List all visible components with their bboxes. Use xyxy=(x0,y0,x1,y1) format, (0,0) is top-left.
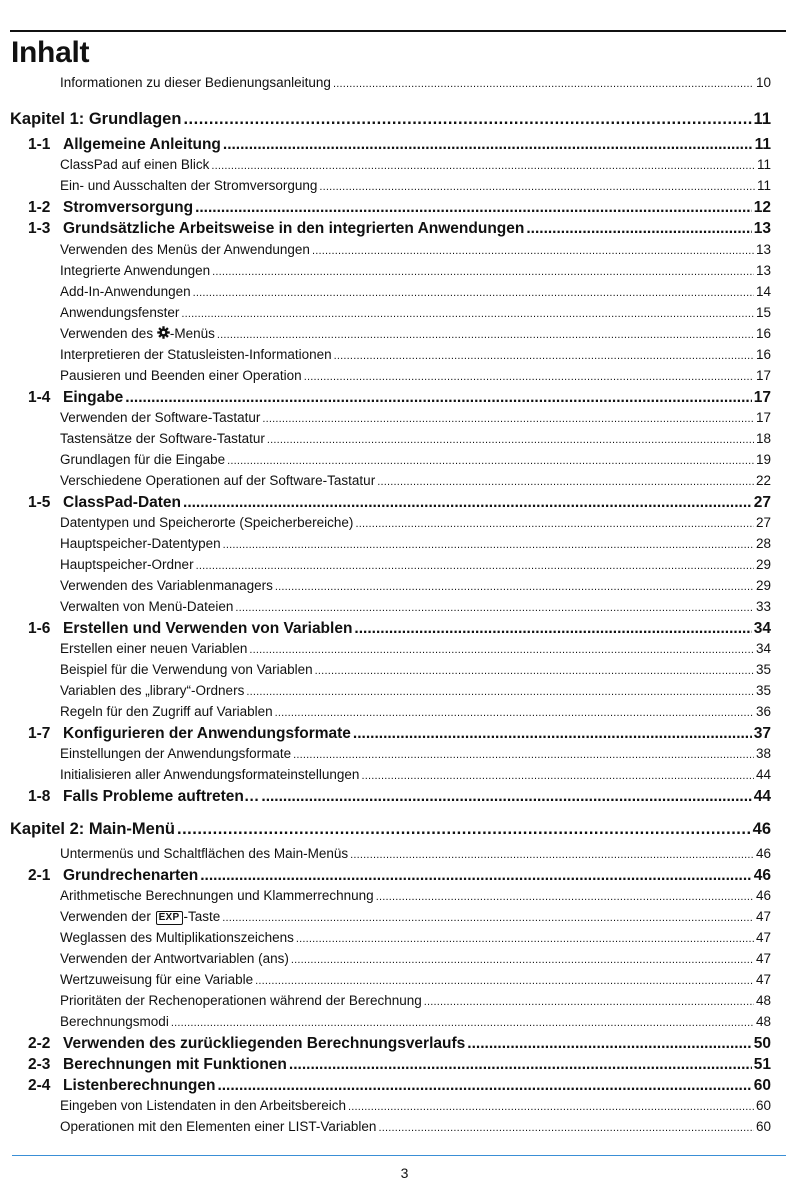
dot-leader xyxy=(235,602,754,614)
page-ref: 47 xyxy=(755,909,771,924)
page-ref: 60 xyxy=(755,1119,771,1134)
toc-entry xyxy=(60,263,771,278)
dot-leader xyxy=(193,287,754,299)
page-ref: 48 xyxy=(755,993,771,1008)
page-ref: 44 xyxy=(755,767,771,782)
page-ref: 35 xyxy=(755,683,771,698)
dot-leader xyxy=(275,707,754,719)
page-ref: 48 xyxy=(755,1014,771,1029)
toc-entry xyxy=(60,515,771,530)
entry-label xyxy=(60,326,215,341)
dot-leader xyxy=(249,644,754,656)
dot-leader xyxy=(334,350,754,362)
toc-section xyxy=(28,1077,771,1095)
dot-leader xyxy=(183,110,751,129)
section-number: 1-8 xyxy=(28,788,51,805)
toc-section xyxy=(28,220,771,238)
toc-entry xyxy=(60,242,771,257)
page-ref: 13 xyxy=(755,242,771,257)
dot-leader xyxy=(217,329,754,341)
page-ref: 17 xyxy=(755,410,771,425)
entry-label: Falls Probleme auftreten… xyxy=(63,788,260,805)
toc-entry xyxy=(60,473,771,488)
dot-leader xyxy=(222,912,754,924)
dot-leader xyxy=(217,1077,751,1095)
toc-entry xyxy=(60,846,771,861)
toc-entry xyxy=(60,1098,771,1113)
dot-leader xyxy=(195,199,752,217)
page-ref: 60 xyxy=(755,1098,771,1113)
toc-entry xyxy=(60,930,771,945)
dot-leader xyxy=(183,494,752,512)
toc-entry xyxy=(60,993,771,1008)
dot-leader xyxy=(223,539,754,551)
toc-entry xyxy=(60,578,771,593)
dot-leader xyxy=(354,620,751,638)
entry-label: Einstellungen der Anwendungsformate xyxy=(60,746,292,761)
toc-section xyxy=(28,1056,771,1074)
toc-entry xyxy=(60,767,771,782)
dot-leader xyxy=(196,560,754,572)
toc-entry xyxy=(60,75,771,90)
dot-leader xyxy=(293,749,754,761)
page-ref: 27 xyxy=(755,515,771,530)
page-ref: 11 xyxy=(753,110,771,128)
toc-section xyxy=(28,199,771,217)
toc-entry xyxy=(60,746,771,761)
entry-label: Integrierte Anwendungen xyxy=(60,263,211,278)
toc-entry xyxy=(60,972,771,987)
toc-entry xyxy=(60,368,771,383)
section-number: 2-3 xyxy=(28,1056,51,1073)
toc-entry xyxy=(60,641,771,656)
dot-leader xyxy=(467,1035,751,1053)
page-ref: 10 xyxy=(755,75,771,90)
dot-leader xyxy=(350,849,754,861)
toc-entry xyxy=(60,888,771,903)
entry-label-part: Verwenden des xyxy=(60,326,157,341)
entry-label: Informationen zu dieser Bedienungsanleitung xyxy=(60,75,331,90)
page-ref: 18 xyxy=(755,431,771,446)
entry-label: Hauptspeicher-Datentypen xyxy=(60,536,221,551)
page-ref: 29 xyxy=(755,557,771,572)
entry-label: Anwendungsfenster xyxy=(60,305,180,320)
toc-chapter xyxy=(10,820,771,839)
entry-label: Hauptspeicher-Ordner xyxy=(60,557,194,572)
gear-icon xyxy=(157,326,170,339)
entry-label: Tastensätze der Software-Tastatur xyxy=(60,431,265,446)
entry-label: ClassPad-Daten xyxy=(63,494,182,511)
section-number: 1-4 xyxy=(28,389,51,406)
entry-label: Stromversorgung xyxy=(63,199,194,216)
toc-entry xyxy=(60,305,771,320)
page-ref: 47 xyxy=(755,930,771,945)
dot-leader xyxy=(348,1101,754,1113)
toc-section xyxy=(28,389,771,407)
dot-leader xyxy=(333,78,754,90)
entry-label: Listenberechnungen xyxy=(63,1077,216,1094)
toc-entry xyxy=(60,452,771,467)
section-number: 1-6 xyxy=(28,620,51,637)
dot-leader xyxy=(125,389,751,407)
entry-label: Interpretieren der Statusleisten-Informationen xyxy=(60,347,332,362)
page-ref: 46 xyxy=(755,846,771,861)
toc-entry xyxy=(60,599,771,614)
entry-label: Operationen mit den Elementen einer LIST-Variablen xyxy=(60,1119,377,1134)
dot-leader xyxy=(246,686,754,698)
page-ref: 38 xyxy=(755,746,771,761)
toc-entry xyxy=(60,683,771,698)
page-ref: 11 xyxy=(754,136,771,153)
page-ref: 33 xyxy=(755,599,771,614)
toc-section xyxy=(28,867,771,885)
dot-leader xyxy=(296,933,754,945)
entry-label: Untermenüs und Schaltflächen des Main-Menüs xyxy=(60,846,349,861)
toc-section xyxy=(28,620,771,638)
toc-entry xyxy=(60,951,771,966)
toc-section xyxy=(28,136,771,154)
section-number: 1-3 xyxy=(28,220,51,237)
page-ref: 46 xyxy=(753,867,771,884)
entry-label: Weglassen des Multiplikationszeichens xyxy=(60,930,294,945)
page-ref: 60 xyxy=(753,1077,771,1094)
section-number: 2-4 xyxy=(28,1077,51,1094)
dot-leader xyxy=(315,665,754,677)
section-number: 2-1 xyxy=(28,867,51,884)
toc-entry xyxy=(60,284,771,299)
page-ref: 19 xyxy=(755,452,771,467)
entry-label: Grundrechenarten xyxy=(63,867,199,884)
entry-label: Verwenden der Antwortvariablen (ans) xyxy=(60,951,289,966)
dot-leader xyxy=(261,788,751,806)
entry-label: Grundsätzliche Arbeitsweise in den integrierten Anwendungen xyxy=(63,220,525,237)
page-ref: 44 xyxy=(753,788,771,805)
entry-label: Berechnungen mit Funktionen xyxy=(63,1056,287,1073)
page-ref: 11 xyxy=(756,157,771,172)
page-ref: 34 xyxy=(755,641,771,656)
page-ref: 12 xyxy=(753,199,771,216)
entry-label: Ein- und Ausschalten der Stromversorgung xyxy=(60,178,318,193)
dot-leader xyxy=(275,581,754,593)
entry-label: Erstellen und Verwenden von Variablen xyxy=(63,620,353,637)
entry-label: Eingeben von Listendaten in den Arbeitsbereich xyxy=(60,1098,346,1113)
dot-leader xyxy=(304,371,754,383)
toc-section xyxy=(28,1035,771,1053)
page-ref: 50 xyxy=(753,1035,771,1052)
page-ref: 16 xyxy=(755,326,771,341)
toc-entry xyxy=(60,909,771,925)
entry-label: Pausieren und Beenden einer Operation xyxy=(60,368,302,383)
entry-label: Prioritäten der Rechenoperationen während der Berechnung xyxy=(60,993,422,1008)
dot-leader xyxy=(289,1056,752,1074)
entry-label: Add-In-Anwendungen xyxy=(60,284,191,299)
page-ref: 22 xyxy=(755,473,771,488)
toc-entry xyxy=(60,410,771,425)
dot-leader xyxy=(319,181,755,193)
toc-section xyxy=(28,494,771,512)
page-ref: 16 xyxy=(755,347,771,362)
entry-label: Grundlagen für die Eingabe xyxy=(60,452,226,467)
dot-leader xyxy=(262,413,754,425)
dot-leader xyxy=(267,434,754,446)
section-number: 1-2 xyxy=(28,199,51,216)
page-title: Inhalt xyxy=(11,36,90,69)
toc-entry xyxy=(60,662,771,677)
entry-label: Arithmetische Berechnungen und Klammerrechnung xyxy=(60,888,374,903)
page-ref: 46 xyxy=(755,888,771,903)
toc-entry xyxy=(60,1014,771,1029)
toc-section xyxy=(28,725,771,743)
entry-label: Kapitel 1: Grundlagen xyxy=(10,110,182,128)
entry-label: Erstellen einer neuen Variablen xyxy=(60,641,248,656)
toc-entry xyxy=(60,704,771,719)
entry-label: Beispiel für die Verwendung von Variablen xyxy=(60,662,313,677)
dot-leader xyxy=(376,891,754,903)
entry-label: Konfigurieren der Anwendungsformate xyxy=(63,725,351,742)
page-ref: 29 xyxy=(755,578,771,593)
toc-entry xyxy=(60,536,771,551)
page-ref: 17 xyxy=(755,368,771,383)
toc-entry xyxy=(60,557,771,572)
section-number: 1-5 xyxy=(28,494,51,511)
entry-label: Kapitel 2: Main-Menü xyxy=(10,820,176,838)
entry-label: Variablen des „library“-Ordners xyxy=(60,683,245,698)
entry-label: Verwenden des zurückliegenden Berechnungsverlaufs xyxy=(63,1035,466,1052)
entry-label-part: Verwenden der xyxy=(60,909,155,924)
entry-label: Initialisieren aller Anwendungsformateinstellungen xyxy=(60,767,360,782)
entry-label: Verwenden der Software-Tastatur xyxy=(60,410,261,425)
toc-entry xyxy=(60,157,771,172)
dot-leader xyxy=(378,1122,754,1134)
dot-leader xyxy=(223,136,753,154)
page-ref: 37 xyxy=(753,725,771,742)
dot-leader xyxy=(255,975,754,987)
dot-leader xyxy=(181,308,754,320)
section-number: 1-7 xyxy=(28,725,51,742)
dot-leader xyxy=(526,220,751,238)
dot-leader xyxy=(424,996,754,1008)
page-ref: 28 xyxy=(755,536,771,551)
dot-leader xyxy=(377,476,754,488)
page-ref: 15 xyxy=(755,305,771,320)
page-ref: 14 xyxy=(755,284,771,299)
toc-entry xyxy=(60,347,771,362)
dot-leader xyxy=(312,245,754,257)
exp-key-icon: EXP xyxy=(156,911,183,925)
bottom-rule xyxy=(12,1155,786,1156)
page-ref: 17 xyxy=(753,389,771,406)
toc-entry xyxy=(60,431,771,446)
entry-label: Eingabe xyxy=(63,389,124,406)
page-ref: 36 xyxy=(755,704,771,719)
page-ref: 13 xyxy=(755,263,771,278)
toc-section xyxy=(28,788,771,806)
page-ref: 11 xyxy=(756,178,771,193)
entry-label: Datentypen und Speicherorte (Speicherbereiche) xyxy=(60,515,354,530)
dot-leader xyxy=(171,1017,754,1029)
entry-label: Verwenden des Menüs der Anwendungen xyxy=(60,242,310,257)
page-ref: 51 xyxy=(753,1056,771,1073)
dot-leader xyxy=(200,867,752,885)
toc-entry xyxy=(60,326,771,341)
page-number: 3 xyxy=(400,1165,409,1181)
entry-label: Allgemeine Anleitung xyxy=(63,136,221,153)
page-ref: 34 xyxy=(753,620,771,637)
page-ref: 47 xyxy=(755,972,771,987)
dot-leader xyxy=(353,725,752,743)
dot-leader xyxy=(361,770,754,782)
section-number: 1-1 xyxy=(28,136,51,153)
page-ref: 47 xyxy=(755,951,771,966)
entry-label: ClassPad auf einen Blick xyxy=(60,157,210,172)
entry-label: Verschiedene Operationen auf der Software-Tastatur xyxy=(60,473,376,488)
entry-label xyxy=(60,909,220,925)
toc-entry xyxy=(60,1119,771,1134)
page-ref: 35 xyxy=(755,662,771,677)
entry-label: Regeln für den Zugriff auf Variablen xyxy=(60,704,273,719)
dot-leader xyxy=(212,266,754,278)
page-ref: 27 xyxy=(753,494,771,511)
entry-label-part: -Taste xyxy=(183,909,221,924)
page-ref: 46 xyxy=(752,820,771,838)
entry-label: Berechnungsmodi xyxy=(60,1014,169,1029)
dot-leader xyxy=(291,954,754,966)
toc-entry xyxy=(60,178,771,193)
page-ref: 13 xyxy=(753,220,771,237)
entry-label-part: -Menüs xyxy=(169,326,215,341)
toc-chapter xyxy=(10,110,771,129)
dot-leader xyxy=(177,820,751,839)
dot-leader xyxy=(211,160,755,172)
dot-leader xyxy=(227,455,754,467)
entry-label: Verwenden des Variablenmanagers xyxy=(60,578,273,593)
dot-leader xyxy=(355,518,754,530)
entry-label: Wertzuweisung für eine Variable xyxy=(60,972,254,987)
entry-label: Verwalten von Menü-Dateien xyxy=(60,599,234,614)
section-number: 2-2 xyxy=(28,1035,51,1052)
